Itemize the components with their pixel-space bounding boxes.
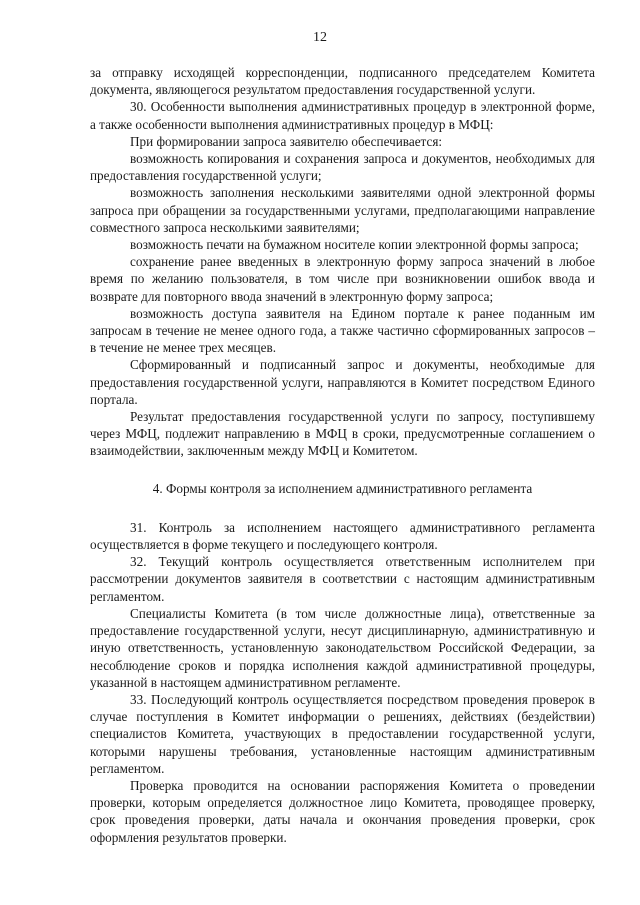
paragraph: сохранение ранее введенных в электронную форму запроса значений в любое время по желанию пользователя, в том числе при возникновении ошибок ввода и возврате для повторного ввода значений в электронную форму запроса;: [90, 254, 595, 304]
paragraph: возможность печати на бумажном носителе копии электронной формы запроса;: [130, 237, 579, 253]
paragraph-item-33: 33. Последующий контроль осуществляется посредством проведения проверок в случае поступления в Комитет информации о решениях, действиях (бездействии) специалистов Комитета, участвующих в предоставлении государственной услуги, которыми нарушены требования, установленные настоящим административным регламентом.: [90, 691, 595, 776]
paragraph: Проверка проводится на основании распоряжения Комитета о проведении проверки, которым определяется должностное лицо Комитета, проводящее проверку, срок проведения проверки, даты начала и окончания проведения проверки, срок оформления результатов проверки.: [90, 777, 595, 845]
paragraph-item-32: 32. Текущий контроль осуществляется ответственным исполнителем при рассмотрении документов заявителя в соответствии с настоящим административным регламентом.: [90, 554, 595, 604]
paragraph: Специалисты Комитета (в том числе должностные лица), ответственные за предоставление государственной услуги, несут дисциплинарную, административную и иную ответственность, установленную законодательством Российской Федерации, за несоблюдение сроков и порядка исполнения каждой административной процедуры, указанной в настоящем административном регламенте.: [90, 605, 595, 690]
document-body: [90, 64, 595, 846]
paragraph-item-31: 31. Контроль за исполнением настоящего административного регламента осуществляется в форме текущего и последующего контроля.: [90, 519, 595, 553]
paragraph: Результат предоставления государственной услуги по запросу, поступившему через МФЦ, подлежит направлению в МФЦ в сроки, предусмотренные соглашением о взаимодействии, заключенным между МФЦ и Комитетом.: [90, 409, 595, 459]
page-number: 12: [313, 30, 327, 45]
paragraph: за отправку исходящей корреспонденции, подписанного председателем Комитета документа, являющегося результатом предоставления государственной услуги.: [90, 65, 595, 98]
paragraph-item-30: 30. Особенности выполнения административных процедур в электронной форме, а также особенности выполнения административных процедур в МФЦ:: [90, 99, 595, 132]
paragraph: возможность заполнения несколькими заявителями одной электронной формы запроса при обращении за государственными услугами, предполагающими направление совместного запроса несколькими заявителями;: [90, 185, 595, 235]
section-heading: 4. Формы контроля за исполнением административного регламента: [152, 480, 533, 496]
paragraph: возможность копирования и сохранения запроса и документов, необходимых для предоставления государственной услуги;: [90, 151, 595, 184]
paragraph: возможность доступа заявителя на Едином портале к ранее поданным им запросам в течение не менее одного года, а также частично сформированных запросов – в течение не менее трех месяцев.: [90, 305, 595, 356]
paragraph: Сформированный и подписанный запрос и документы, необходимые для предоставления государственной услуги, направляются в Комитет посредством Единого портала.: [90, 357, 595, 407]
paragraph: При формировании запроса заявителю обеспечивается:: [130, 133, 443, 149]
